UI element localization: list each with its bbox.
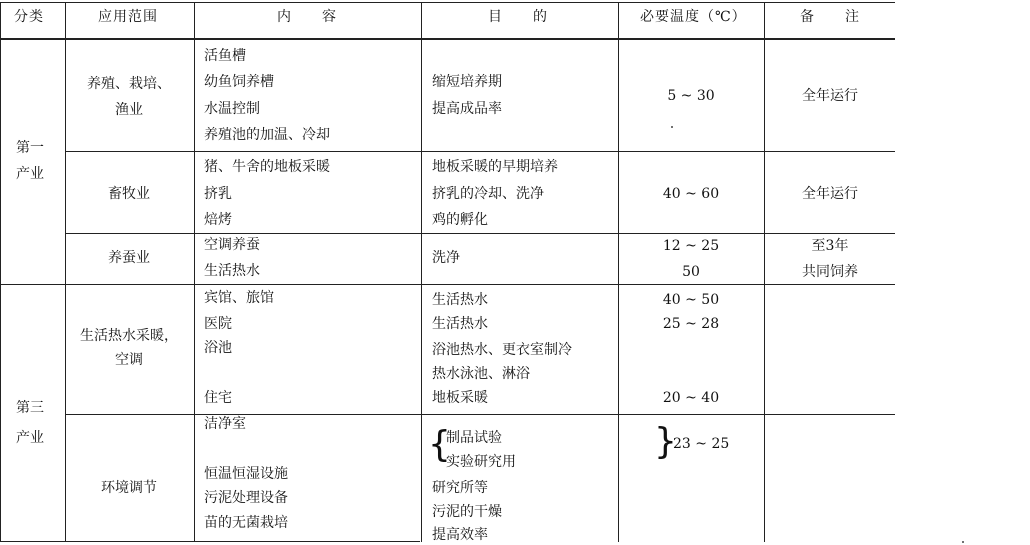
- row-divider: [65, 414, 895, 415]
- content-item: 水温控制: [204, 101, 260, 117]
- category-tertiary-line1: 第三: [16, 400, 44, 416]
- section-divider: [0, 284, 895, 285]
- header-content: 内 容: [277, 9, 337, 25]
- content-item: 猪、牛舍的地板采暖: [204, 159, 330, 175]
- header-purpose: 目 的: [488, 9, 548, 25]
- scope-line: 生活热水采暖，: [80, 328, 178, 344]
- header-category: 分类: [14, 9, 44, 25]
- column-divider: [0, 2, 1, 542]
- column-divider: [194, 2, 195, 542]
- table-bottom-border: [0, 541, 420, 542]
- note-value: 至3年: [811, 238, 849, 254]
- purpose-item: 研究所等: [432, 480, 488, 496]
- purpose-item: 污泥的干燥: [432, 504, 502, 520]
- row-divider: [65, 233, 895, 234]
- content-item: 活鱼槽: [204, 48, 246, 64]
- header-note: 备 注: [800, 9, 860, 25]
- scope-line: 畜牧业: [108, 186, 150, 202]
- column-divider: [421, 2, 422, 542]
- content-item: 污泥处理设备: [204, 490, 288, 506]
- purpose-item: 挤乳的冷却、洗净: [432, 186, 544, 202]
- content-item: 医院: [204, 316, 232, 332]
- purpose-item: 浴池热水、更衣室制冷: [432, 342, 572, 358]
- category-primary-line2: 产业: [16, 166, 44, 182]
- scan-speck: [671, 126, 673, 128]
- content-item: 幼鱼饲养槽: [204, 74, 274, 90]
- temperature-value: 25 ~ 28: [662, 316, 720, 332]
- content-item: 苗的无菌栽培: [204, 515, 288, 531]
- row-divider: [65, 151, 895, 152]
- scope-line: 养蚕业: [108, 250, 150, 266]
- column-divider: [618, 2, 619, 542]
- scope-line: 环境调节: [101, 480, 157, 496]
- purpose-item: 鸡的孵化: [432, 212, 488, 228]
- content-item: 浴池: [204, 340, 232, 356]
- purpose-item: 热水泳池、淋浴: [432, 366, 530, 382]
- note-value: 共同饲养: [802, 264, 858, 280]
- purpose-item: 实验研究用: [446, 454, 516, 470]
- content-item: 恒温恒湿设施: [204, 466, 288, 482]
- purpose-item: 制品试验: [446, 430, 502, 446]
- column-divider: [65, 2, 66, 542]
- purpose-item: 生活热水: [432, 292, 488, 308]
- category-tertiary-line2: 产业: [16, 430, 44, 446]
- note-value: 全年运行: [802, 186, 858, 202]
- temperature-value: 40 ~ 60: [662, 186, 720, 202]
- purpose-item: 洗净: [432, 250, 460, 266]
- content-item: 生活热水: [204, 263, 260, 279]
- purpose-item: 缩短培养期: [432, 74, 502, 90]
- temperature-value: 20 ~ 40: [662, 390, 720, 406]
- purpose-item: 地板采暖: [432, 390, 488, 406]
- purpose-item: 生活热水: [432, 316, 488, 332]
- right-brace-icon: }: [654, 421, 677, 462]
- temperature-value: 12 ~ 25: [662, 238, 720, 254]
- category-primary-line1: 第一: [16, 140, 44, 156]
- temperature-value: 23 ~ 25: [673, 436, 730, 452]
- header-scope: 应用范围: [98, 9, 158, 25]
- content-item: 洁净室: [204, 416, 246, 432]
- table-top-border: [0, 2, 895, 3]
- note-value: 全年运行: [802, 88, 858, 104]
- scan-speck: [962, 541, 964, 543]
- column-divider: [764, 2, 765, 542]
- content-item: 住宅: [204, 390, 232, 406]
- content-item: 空调养蚕: [204, 237, 260, 253]
- header-bottom-border: [0, 38, 895, 40]
- purpose-item: 提高效率: [432, 527, 488, 543]
- content-item: 养殖池的加温、冷却: [204, 127, 330, 143]
- scope-line: 渔业: [115, 102, 143, 118]
- purpose-item: 地板采暖的早期培养: [432, 159, 558, 175]
- content-item: 挤乳: [204, 186, 232, 202]
- purpose-item: 提高成品率: [432, 101, 502, 117]
- scope-line: 养殖、栽培、: [87, 76, 171, 92]
- temperature-value: 50: [682, 264, 700, 280]
- left-brace-icon: {: [428, 424, 451, 465]
- content-item: 焙烤: [204, 212, 232, 228]
- header-temperature: 必要温度（℃）: [640, 9, 747, 25]
- temperature-value: 5 ~ 30: [667, 88, 715, 104]
- scope-line: 空调: [115, 352, 143, 368]
- temperature-value: 40 ~ 50: [662, 292, 720, 308]
- content-item: 宾馆、旅馆: [204, 290, 274, 306]
